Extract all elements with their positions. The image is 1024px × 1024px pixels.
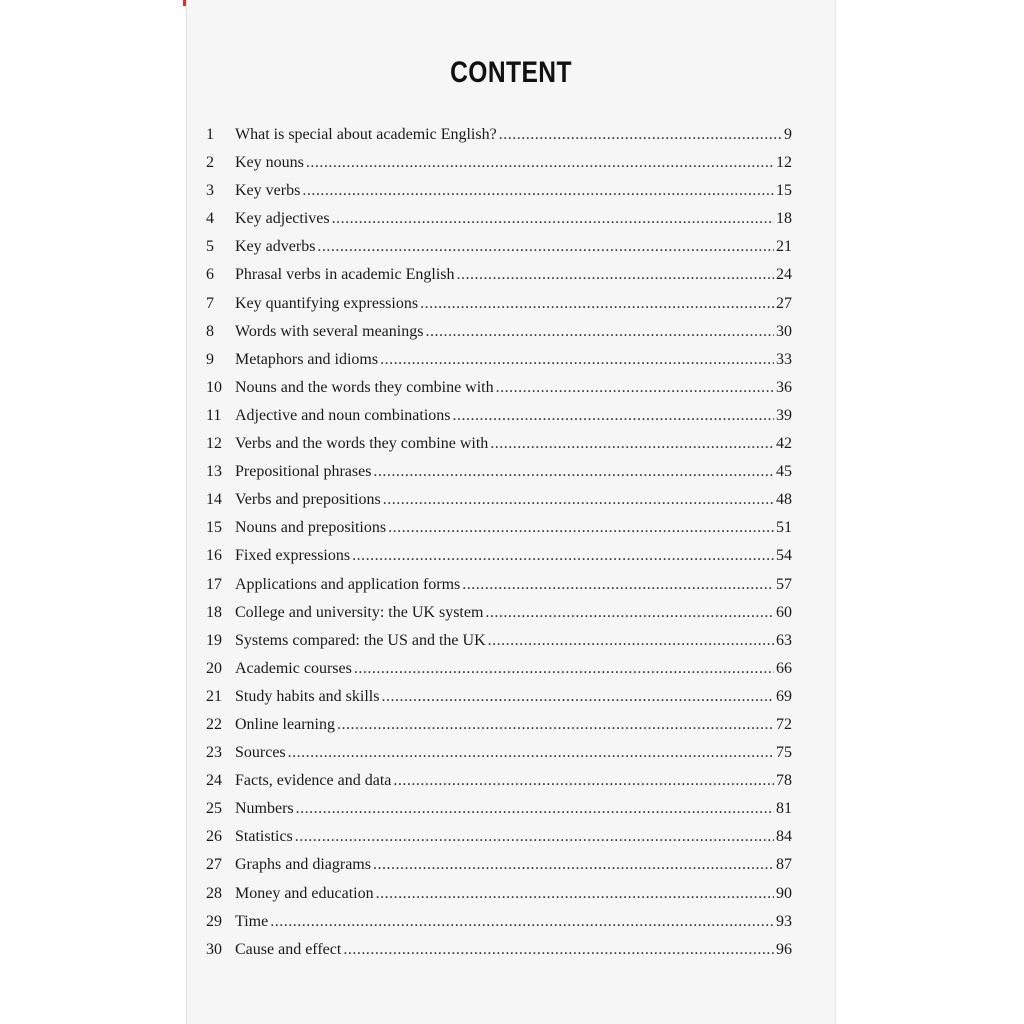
toc-entry-number: 5 bbox=[206, 238, 214, 256]
toc-entry-page: 51 bbox=[776, 519, 792, 537]
toc-entry-number: 30 bbox=[206, 940, 222, 958]
toc-entry bbox=[206, 407, 792, 435]
toc-entry-title: Academic courses bbox=[235, 659, 352, 677]
toc-entry-title: Words with several meanings bbox=[235, 322, 424, 340]
toc-entry-page: 72 bbox=[776, 715, 792, 733]
toc-entry-title: Online learning bbox=[235, 715, 335, 733]
toc-entry-page: 45 bbox=[776, 463, 792, 481]
toc-entry-title: Key verbs bbox=[235, 182, 301, 200]
toc-dot-leader bbox=[373, 463, 774, 481]
toc-entry bbox=[206, 941, 792, 969]
toc-entry-page: 30 bbox=[776, 322, 792, 340]
toc-dot-leader bbox=[317, 238, 774, 256]
toc-entry-number: 22 bbox=[206, 715, 222, 733]
table-of-contents bbox=[206, 126, 792, 969]
toc-entry bbox=[206, 772, 792, 800]
toc-entry-title: Verbs and the words they combine with bbox=[235, 435, 489, 453]
toc-entry-page: 42 bbox=[776, 435, 792, 453]
toc-entry bbox=[206, 632, 792, 660]
toc-entry-page: 27 bbox=[776, 294, 792, 312]
toc-entry-number: 4 bbox=[206, 210, 214, 228]
toc-entry-title: Sources bbox=[235, 744, 286, 762]
toc-dot-leader bbox=[295, 828, 774, 846]
toc-entry bbox=[206, 463, 792, 491]
toc-entry-title: Time bbox=[235, 912, 269, 930]
toc-entry bbox=[206, 688, 792, 716]
toc-entry bbox=[206, 885, 792, 913]
toc-dot-leader bbox=[488, 632, 774, 650]
toc-entry-page: 12 bbox=[776, 154, 792, 172]
toc-entry bbox=[206, 547, 792, 575]
toc-entry-title: What is special about academic English? bbox=[235, 126, 497, 143]
toc-entry-number: 6 bbox=[206, 266, 214, 284]
toc-entry bbox=[206, 379, 792, 407]
toc-entry bbox=[206, 856, 792, 884]
toc-dot-leader bbox=[380, 351, 774, 369]
toc-entry bbox=[206, 295, 792, 323]
toc-entry bbox=[206, 182, 792, 210]
toc-entry-number: 17 bbox=[206, 575, 222, 593]
toc-dot-leader bbox=[354, 660, 774, 678]
page-title: CONTENT bbox=[450, 56, 572, 89]
toc-entry-page: 81 bbox=[776, 800, 792, 818]
toc-entry bbox=[206, 576, 792, 604]
toc-entry-title: Key quantifying expressions bbox=[235, 294, 419, 312]
toc-entry-page: 21 bbox=[776, 238, 792, 256]
toc-entry-number: 14 bbox=[206, 491, 222, 509]
toc-entry-title: Nouns and prepositions bbox=[235, 519, 387, 537]
toc-dot-leader bbox=[457, 266, 775, 284]
toc-entry bbox=[206, 351, 792, 379]
toc-entry-page: 33 bbox=[776, 350, 792, 368]
toc-entry-page: 57 bbox=[776, 575, 792, 593]
toc-entry bbox=[206, 828, 792, 856]
toc-entry bbox=[206, 126, 792, 154]
toc-entry-title: Numbers bbox=[235, 800, 294, 818]
toc-entry-title: Study habits and skills bbox=[235, 687, 380, 705]
toc-dot-leader bbox=[270, 913, 774, 931]
toc-entry-title: Verbs and prepositions bbox=[235, 491, 381, 509]
toc-dot-leader bbox=[288, 744, 774, 762]
toc-entry-title: Money and education bbox=[235, 884, 374, 902]
toc-entry-number: 18 bbox=[206, 603, 222, 621]
toc-entry-number: 27 bbox=[206, 856, 222, 874]
toc-entry-number: 23 bbox=[206, 744, 222, 762]
toc-entry-number: 7 bbox=[206, 294, 214, 312]
toc-entry-title: Applications and application forms bbox=[235, 575, 461, 593]
toc-entry-page: 9 bbox=[784, 126, 792, 143]
toc-entry bbox=[206, 238, 792, 266]
toc-entry-number: 26 bbox=[206, 828, 222, 846]
toc-entry-number: 12 bbox=[206, 435, 222, 453]
toc-entry-number: 15 bbox=[206, 519, 222, 537]
toc-entry-number: 2 bbox=[206, 154, 214, 172]
toc-entry bbox=[206, 266, 792, 294]
toc-entry-title: Facts, evidence and data bbox=[235, 772, 392, 790]
toc-entry-title: Graphs and diagrams bbox=[235, 856, 371, 874]
toc-entry-title: Key nouns bbox=[235, 154, 304, 172]
book-page bbox=[186, 0, 836, 1024]
toc-entry-page: 24 bbox=[776, 266, 792, 284]
toc-entry-page: 18 bbox=[776, 210, 792, 228]
toc-entry-page: 48 bbox=[776, 491, 792, 509]
toc-entry-number: 8 bbox=[206, 322, 214, 340]
toc-entry-page: 63 bbox=[776, 631, 792, 649]
toc-entry bbox=[206, 323, 792, 351]
toc-entry-number: 13 bbox=[206, 463, 222, 481]
toc-entry-number: 16 bbox=[206, 547, 222, 565]
toc-entry-page: 66 bbox=[776, 659, 792, 677]
toc-dot-leader bbox=[393, 772, 774, 790]
toc-dot-leader bbox=[306, 154, 774, 172]
toc-entry-page: 84 bbox=[776, 828, 792, 846]
toc-entry bbox=[206, 716, 792, 744]
toc-dot-leader bbox=[496, 379, 774, 397]
background-right bbox=[836, 0, 1024, 1024]
toc-dot-leader bbox=[302, 182, 774, 200]
toc-entry-number: 1 bbox=[206, 126, 214, 143]
toc-entry-title: Statistics bbox=[235, 828, 293, 846]
toc-entry-page: 15 bbox=[776, 182, 792, 200]
toc-entry-number: 3 bbox=[206, 182, 214, 200]
toc-entry-title: Cause and effect bbox=[235, 940, 342, 958]
toc-entry bbox=[206, 744, 792, 772]
toc-entry-page: 39 bbox=[776, 406, 792, 424]
toc-dot-leader bbox=[383, 491, 774, 509]
toc-dot-leader bbox=[352, 547, 774, 565]
toc-entry-page: 93 bbox=[776, 912, 792, 930]
toc-entry-page: 75 bbox=[776, 744, 792, 762]
background-left bbox=[0, 0, 186, 1024]
toc-dot-leader bbox=[420, 295, 774, 313]
toc-dot-leader bbox=[425, 323, 774, 341]
toc-entry-number: 20 bbox=[206, 659, 222, 677]
toc-dot-leader bbox=[490, 435, 774, 453]
toc-entry-page: 90 bbox=[776, 884, 792, 902]
toc-dot-leader bbox=[343, 941, 774, 959]
toc-entry-title: Systems compared: the US and the UK bbox=[235, 631, 486, 649]
toc-entry-number: 9 bbox=[206, 350, 214, 368]
toc-dot-leader bbox=[485, 604, 774, 622]
toc-entry-title: Phrasal verbs in academic English bbox=[235, 266, 455, 284]
toc-entry-number: 29 bbox=[206, 912, 222, 930]
toc-entry-title: Key adverbs bbox=[235, 238, 316, 256]
toc-dot-leader bbox=[381, 688, 774, 706]
toc-entry bbox=[206, 660, 792, 688]
toc-entry-title: Nouns and the words they combine with bbox=[235, 378, 494, 396]
toc-entry bbox=[206, 435, 792, 463]
toc-dot-leader bbox=[376, 885, 774, 903]
toc-entry-page: 54 bbox=[776, 547, 792, 565]
toc-entry-number: 19 bbox=[206, 631, 222, 649]
toc-entry-number: 28 bbox=[206, 884, 222, 902]
toc-entry bbox=[206, 800, 792, 828]
toc-entry-number: 24 bbox=[206, 772, 222, 790]
toc-entry-page: 78 bbox=[776, 772, 792, 790]
toc-entry-page: 36 bbox=[776, 378, 792, 396]
toc-dot-leader bbox=[453, 407, 774, 425]
toc-entry bbox=[206, 519, 792, 547]
toc-entry-page: 60 bbox=[776, 603, 792, 621]
toc-entry bbox=[206, 604, 792, 632]
toc-entry-title: Prepositional phrases bbox=[235, 463, 372, 481]
toc-entry-number: 25 bbox=[206, 800, 222, 818]
toc-entry-title: Fixed expressions bbox=[235, 547, 351, 565]
toc-dot-leader bbox=[332, 210, 774, 228]
toc-entry bbox=[206, 210, 792, 238]
toc-dot-leader bbox=[373, 856, 774, 874]
toc-entry-number: 10 bbox=[206, 378, 222, 396]
toc-entry bbox=[206, 913, 792, 941]
toc-entry-title: Adjective and noun combinations bbox=[235, 406, 451, 424]
toc-dot-leader bbox=[296, 800, 774, 818]
toc-entry-title: Key adjectives bbox=[235, 210, 330, 228]
toc-entry-title: Metaphors and idioms bbox=[235, 350, 379, 368]
toc-dot-leader bbox=[388, 519, 774, 537]
toc-entry-page: 87 bbox=[776, 856, 792, 874]
toc-entry bbox=[206, 154, 792, 182]
toc-entry-page: 96 bbox=[776, 940, 792, 958]
toc-dot-leader bbox=[462, 576, 774, 594]
toc-entry-page: 69 bbox=[776, 687, 792, 705]
toc-entry-title: College and university: the UK system bbox=[235, 603, 484, 621]
toc-entry-number: 11 bbox=[206, 406, 222, 424]
toc-dot-leader bbox=[337, 716, 774, 734]
toc-entry bbox=[206, 491, 792, 519]
toc-entry-number: 21 bbox=[206, 687, 222, 705]
toc-dot-leader bbox=[499, 126, 782, 144]
